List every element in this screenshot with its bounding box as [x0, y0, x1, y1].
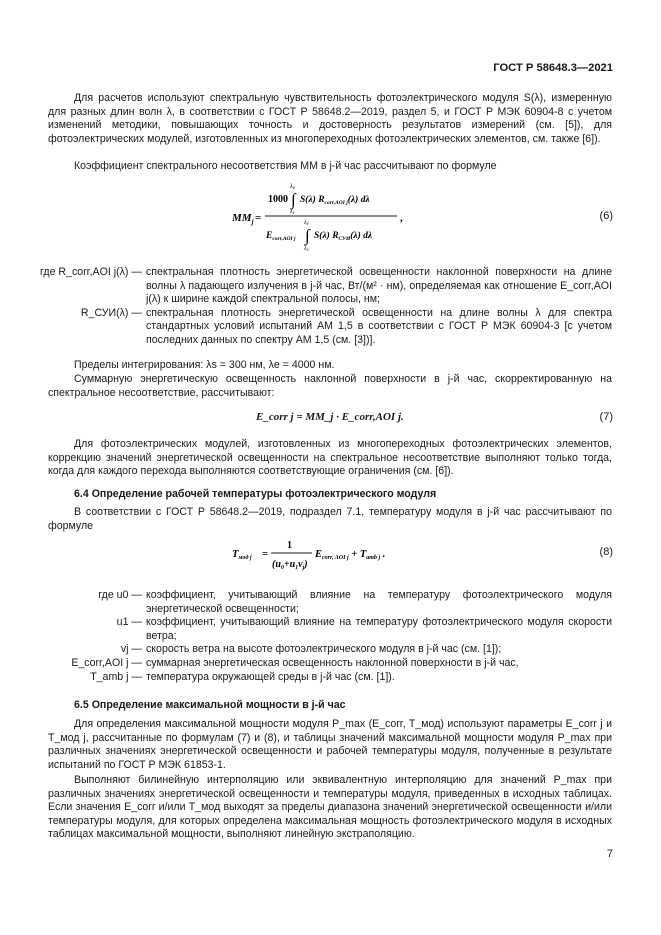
definition-text: коэффициент, учитывающий влияние на температуру фотоэлектрического модуля энергетической освещенности; [146, 589, 612, 615]
definition-term: где R_corr,AOI j(λ) — [40, 266, 142, 278]
svg-text:λs: λs [290, 209, 295, 216]
paragraph-interpolation: Выполняют билинейную интерполяцию или эквивалентную интерполяцию для значений P_max при различных значениях энергетической освещенности и температуры модуля, приведенных в исходных таблицах. Если значения E_corr и/или T_мод выходят за пределы диапазона значений энергетической освещенности и/или температуры модуля, для которых определена максимальная мощность фотоэлектрического модуля в исходных таблицах максимальной мощности, выполняют линейную экстраполяцию. [48, 774, 612, 841]
paragraph-integration-limits: Пределы интегрирования: λs = 300 нм, λe = 4000 нм. [74, 359, 335, 371]
section-number: 6.4 [74, 488, 89, 500]
section-title: Определение максимальной мощности в j-й час [91, 699, 346, 711]
svg-text:∫: ∫ [291, 190, 296, 209]
definition-text: коэффициент, учитывающий влияние на температуру фотоэлектрического модуля скорости ветра; [146, 616, 612, 642]
svg-text:∫: ∫ [305, 226, 310, 245]
definition-text: спектральная плотность энергетической освещенности наклонной поверхности на длине волны λ падающего излучения в j-й час, Вт/(м² · нм), определяемая как отношение E_corr,AOI j(λ) к ширине каждой спектральной полосы, нм; [146, 266, 612, 306]
svg-text:S(λ) Rcorr,AOI j(λ) dλ: S(λ) $R_{corr,AOI j}(\lambda)$ dλ [300, 195, 370, 206]
definition-item [48, 616, 612, 643]
definition-term: где u0 — [98, 589, 142, 601]
paragraph-irradiance-intro: Суммарную энергетическую освещенность наклонной поверхности в j-й час, скорректированную на спектральное несоответствие, рассчитывают: [48, 373, 612, 399]
paragraph-mismatch-intro: Коэффициент спектрального несоответствия MM в j-й час рассчитывают по формуле [74, 160, 497, 172]
equation-number-6: (6) [599, 210, 613, 222]
paragraph-max-power: Для определения максимальной мощности модуля P_max (E_corr, T_мод) используют параметры E_corr j и T_мод j, рассчитанные по формулам (7) и (8), и таблицы значений максимальной мощности модуля P_max при различных значениях энергетической освещенности и рабочей температуры модуля, полученные в результате испытаний по ГОСТ Р МЭК 61853-1. [48, 718, 612, 771]
svg-text:MMj: $MM_j$ [232, 212, 254, 226]
formula-6 [232, 180, 432, 252]
section-number: 6.5 [74, 699, 89, 711]
definitions-formula-6 [40, 266, 612, 348]
document-header: ГОСТ Р 58648.3—2021 [493, 62, 613, 74]
formula-8 [232, 536, 412, 574]
svg-text:=: = [262, 549, 268, 560]
svg-text:,: , [400, 212, 403, 224]
svg-text:Tмод j: Tмод j [232, 549, 252, 561]
definitions-formula-8 [48, 589, 612, 684]
svg-text:=: = [255, 212, 262, 224]
definition-item [48, 657, 612, 671]
definition-text: суммарная энергетическая освещенность наклонной поверхности в j-й час, [146, 656, 519, 669]
definition-item [48, 307, 612, 348]
definition-item [48, 643, 612, 657]
svg-text:(u0+u1vj): $(u_0+u_1v_j)$ [272, 559, 308, 571]
definition-item [48, 589, 612, 616]
svg-text:λe: λe [290, 184, 295, 191]
definition-term: E_corr,AOI j — [71, 656, 142, 669]
section-title: Определение рабочей температуры фотоэлектрического модуля [91, 488, 437, 500]
svg-text:Ecorr, AOI j + Tamb j .: Ecorr, AOI j + Tamb j . [315, 549, 386, 561]
formula-7: E_corr j = MM_j · E_corr,AOI j. [256, 411, 404, 423]
formula-8-graphic [232, 536, 412, 574]
svg-text:λs: λs [304, 246, 309, 252]
svg-text:λe: λe [304, 220, 309, 227]
definition-text: спектральная плотность энергетической освещенности на длине волны λ для спектра стандартных условий испытаний АМ 1,5 в соответствии с ГОСТ Р МЭК 60904-3 [с учетом последних данных по спектру АМ 1,5 (см. [3])]. [146, 306, 612, 346]
section-6-4-heading [74, 488, 436, 502]
definition-term: R_СУИ(λ) — [80, 306, 142, 319]
definition-text: скорость ветра на высоте фотоэлектрического модуля в j-й час (см. [1]); [146, 643, 502, 656]
definition-text: температура окружающей среды в j-й час (см. [1]). [146, 670, 395, 683]
svg-text:1: 1 [287, 540, 292, 551]
definition-item [40, 266, 612, 307]
definition-term: vj — [120, 643, 142, 656]
svg-text:1000: 1000 [268, 194, 288, 205]
equation-number-7: (7) [599, 411, 613, 423]
definition-term: u1 — [116, 616, 142, 629]
equation-number-8: (8) [599, 546, 613, 558]
paragraph-spectral-response: Для расчетов используют спектральную чувствительность фотоэлектрического модуля S(λ), измеренную для разных длин волн λ, в соответствии с ГОСТ Р 58648.2—2019, раздел 5, и ГОСТ Р МЭК 60904-8 с учетом изменений методики, повышающих точность и достоверность результатов измерений (см. [5]), для фотоэлектрических модулей, изготовленных из многопереходных фотоэлектрических элементов, см. также [6]). [48, 92, 612, 145]
page-number: 7 [606, 848, 613, 860]
definition-item [48, 671, 612, 685]
svg-text:S(λ) RСУИ(λ) dλ: S(λ) $R_{СУИ}(\lambda)$ dλ [314, 231, 373, 242]
svg-text:Ecorr,AOI j: $E_{corr,AOI j}$ [266, 231, 296, 242]
section-6-5-heading [74, 699, 346, 713]
paragraph-module-temperature: В соответствии с ГОСТ Р 58648.2—2019, подраздел 7.1, температуру модуля в j-й час рассчитывают по формуле [48, 506, 612, 532]
paragraph-multijunction: Для фотоэлектрических модулей, изготовленных из многопереходных фотоэлектрических элементов, коррекцию значений энергетической освещенности на спектральное несоответствие выполняют только тогда, когда для каждого перехода выполняются соответствующие ограничения (см. [6]). [48, 438, 612, 478]
definition-term: T_amb j — [90, 670, 142, 683]
formula-6-graphic [232, 180, 432, 252]
